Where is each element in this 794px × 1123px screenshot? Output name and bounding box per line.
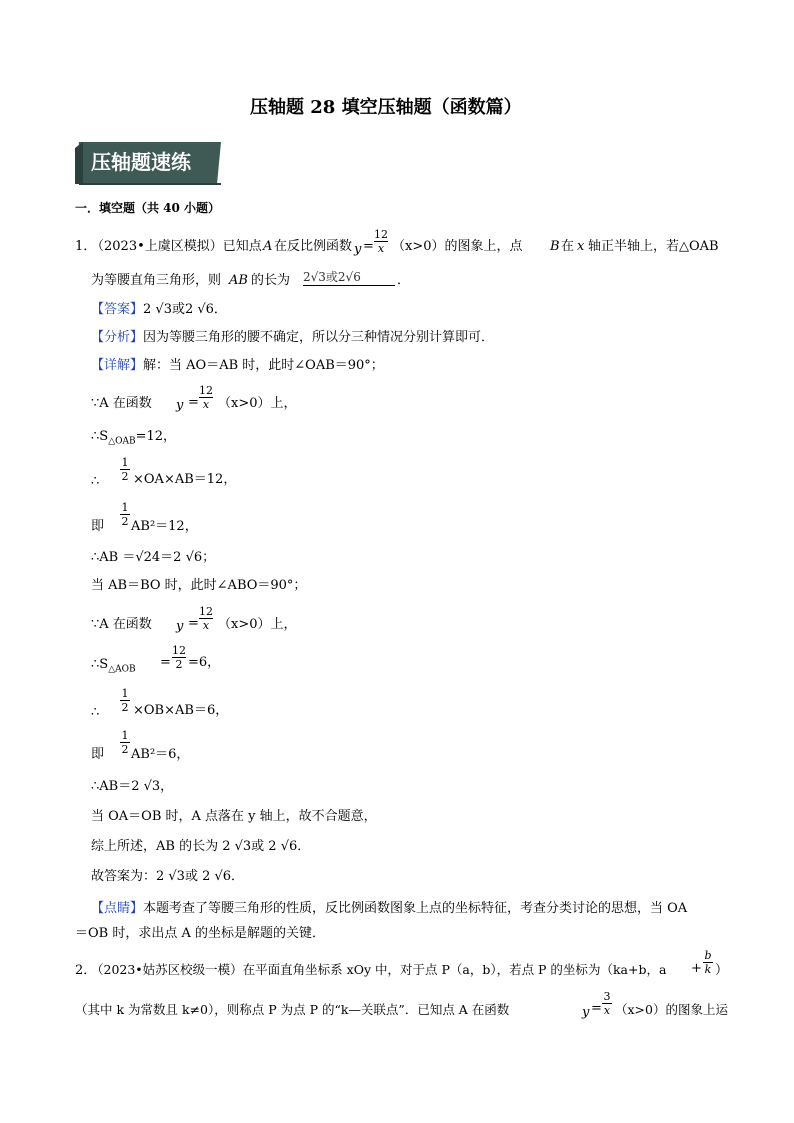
q1-l9a: ∴ <box>91 705 100 720</box>
q1-source: （2023•上虞区模拟）已知点 <box>91 239 262 254</box>
q2-frac-num: b <box>704 949 712 962</box>
q1-text3: 轴正半轴上，若△OAB <box>588 239 719 254</box>
q1-l8-den: 2 <box>175 658 183 671</box>
q1-point-b: B <box>550 239 560 254</box>
q2-f2-den: x <box>603 1004 611 1017</box>
q2-eq: = <box>591 1001 602 1016</box>
q1-fraction <box>374 229 388 254</box>
q1-l7-num: 12 <box>199 605 213 618</box>
q1-number: 1． <box>75 239 97 254</box>
q1-l1-y: y <box>176 398 184 413</box>
q1-l3b: ×OA×AB＝12， <box>133 472 237 487</box>
q2-close: ） <box>715 963 729 978</box>
q1-cond: （x>0）的图象上，点 <box>392 239 523 254</box>
q1-l7b: （x>0）上， <box>218 617 297 632</box>
q1-l7-eq: = <box>188 616 199 631</box>
q2-f2-num: 3 <box>603 990 611 1003</box>
q1-l8-fraction <box>172 645 186 670</box>
q1-l7-fraction <box>199 606 213 631</box>
q1-l1b: （x>0）上， <box>218 396 297 411</box>
q1-l1-eq: = <box>188 395 199 410</box>
q1-l8-eq: = <box>160 655 171 670</box>
q1-l5: ∴AB ＝√24＝2 √6； <box>91 550 216 565</box>
q1-frac-den: x <box>377 242 385 255</box>
section-banner <box>75 138 225 188</box>
q1-l4-den: 2 <box>121 515 129 528</box>
q1-l3a: ∴ <box>91 474 100 489</box>
q1-l4a: 即 <box>91 519 105 534</box>
q1-l8-sub: △AOB <box>108 664 136 675</box>
q1-l1a: ∵A 在函数 <box>91 396 152 411</box>
q1-comment-text: 本题考查了等腰三角形的性质，反比例函数图象上点的坐标特征，考查分类讨论的思想，当 OA <box>143 901 688 916</box>
q1-l1-fraction <box>199 385 213 410</box>
q1-l10-den: 2 <box>121 743 129 756</box>
q1-l9-num: 1 <box>121 687 129 700</box>
q1-answer-text: 2 √3或2 √6． <box>143 302 227 317</box>
section-heading: 一．填空题（共 40 小题） <box>75 201 221 215</box>
q1-answer-label: 【答案】 <box>91 302 144 317</box>
q2-text2: （其中 k 为常数且 k≠0），则称点 P 为点 P 的“k—关联点”．已知点 A 在函数 <box>75 1002 510 1017</box>
q1-comment-text2: ＝OB 时，求出点 A 的坐标是解题的关键． <box>75 926 325 941</box>
q1-l2: ∴S <box>91 429 109 444</box>
q1-l2b: =12， <box>135 429 177 444</box>
q2-var-y: y <box>582 1005 590 1020</box>
q2-text1: （2023•姑苏区校级一模）在平面直角坐标系 xOy 中，对于点 P（a，b），若点 P 的坐标为（ka+b，a <box>91 962 667 977</box>
q1-l3-fraction <box>120 457 130 482</box>
q1-l7a: ∵A 在函数 <box>91 617 152 632</box>
q1-line2a: 为等腰直角三角形，则 <box>91 273 222 288</box>
q1-l1-den: x <box>202 398 210 411</box>
q1-l9-fraction <box>120 688 130 713</box>
q1-l11: ∴AB＝2 √3， <box>91 779 174 794</box>
q1-l10b: AB²＝6， <box>131 747 190 762</box>
page-title: 压轴题 28 填空压轴题（函数篇） <box>250 97 522 118</box>
q2-fraction <box>703 950 713 975</box>
q1-frac-num: 12 <box>374 228 388 241</box>
q1-text1: 在反比例函数 <box>274 239 353 254</box>
q1-l10-num: 1 <box>121 729 129 742</box>
q1-l7-den: x <box>202 619 210 632</box>
q1-ab: AB <box>229 273 248 288</box>
q1-line2b: 的长为 <box>251 273 291 288</box>
q1-l12: 当 OA＝OB 时，A 点落在 y 轴上，故不合题意， <box>91 809 377 824</box>
q2-plus: + <box>691 961 702 976</box>
q1-period: ． <box>397 273 411 288</box>
q1-l10-fraction <box>120 730 130 755</box>
q1-analysis-label: 【分析】 <box>91 330 144 345</box>
q1-l7-y: y <box>176 619 184 634</box>
q1-l9-den: 2 <box>121 701 129 714</box>
banner-text: 压轴题速练 <box>91 150 191 174</box>
q1-l4-fraction <box>120 502 130 527</box>
q1-detail-text: 解：当 AO＝AB 时，此时∠OAB＝90°； <box>143 358 384 373</box>
q1-l8-num: 12 <box>172 644 186 657</box>
q1-point-a: A <box>263 239 273 254</box>
q1-detail-label: 【详解】 <box>91 358 144 373</box>
q1-eq: = <box>363 239 374 254</box>
q1-answer-blank: 2√3或2√6 <box>303 271 395 286</box>
q1-var-x: x <box>577 239 585 254</box>
q1-l3-den: 2 <box>121 470 129 483</box>
q2-fraction2 <box>602 991 612 1016</box>
q1-l10a: 即 <box>91 747 105 762</box>
q1-l4b: AB²＝12， <box>131 519 198 534</box>
q1-analysis-text: 因为等腰三角形的腰不确定，所以分三种情况分别计算即可． <box>143 330 495 345</box>
q1-comment-label: 【点睛】 <box>91 901 144 916</box>
q1-text2: 在 <box>561 239 575 254</box>
q1-l14: 故答案为：2 √3或 2 √6． <box>91 869 245 884</box>
q1-l6: 当 AB＝BO 时，此时∠ABO＝90°； <box>91 578 307 593</box>
q1-l3-num: 1 <box>121 456 129 469</box>
q1-l9b: ×OB×AB＝6， <box>133 703 229 718</box>
q1-l4-num: 1 <box>121 501 129 514</box>
q1-l2-sub: △OAB <box>108 436 136 447</box>
q1-l13: 综上所述，AB 的长为 2 √3或 2 √6． <box>91 839 311 854</box>
q2-number: 2． <box>75 963 97 978</box>
q1-l8b: =6， <box>188 655 221 670</box>
q1-l8: ∴S <box>91 657 109 672</box>
q1-var-y: y <box>354 242 362 257</box>
q2-frac-den: k <box>704 963 712 976</box>
q2-text3: （x>0）的图象上运 <box>615 1002 728 1017</box>
q1-l1-num: 12 <box>199 384 213 397</box>
